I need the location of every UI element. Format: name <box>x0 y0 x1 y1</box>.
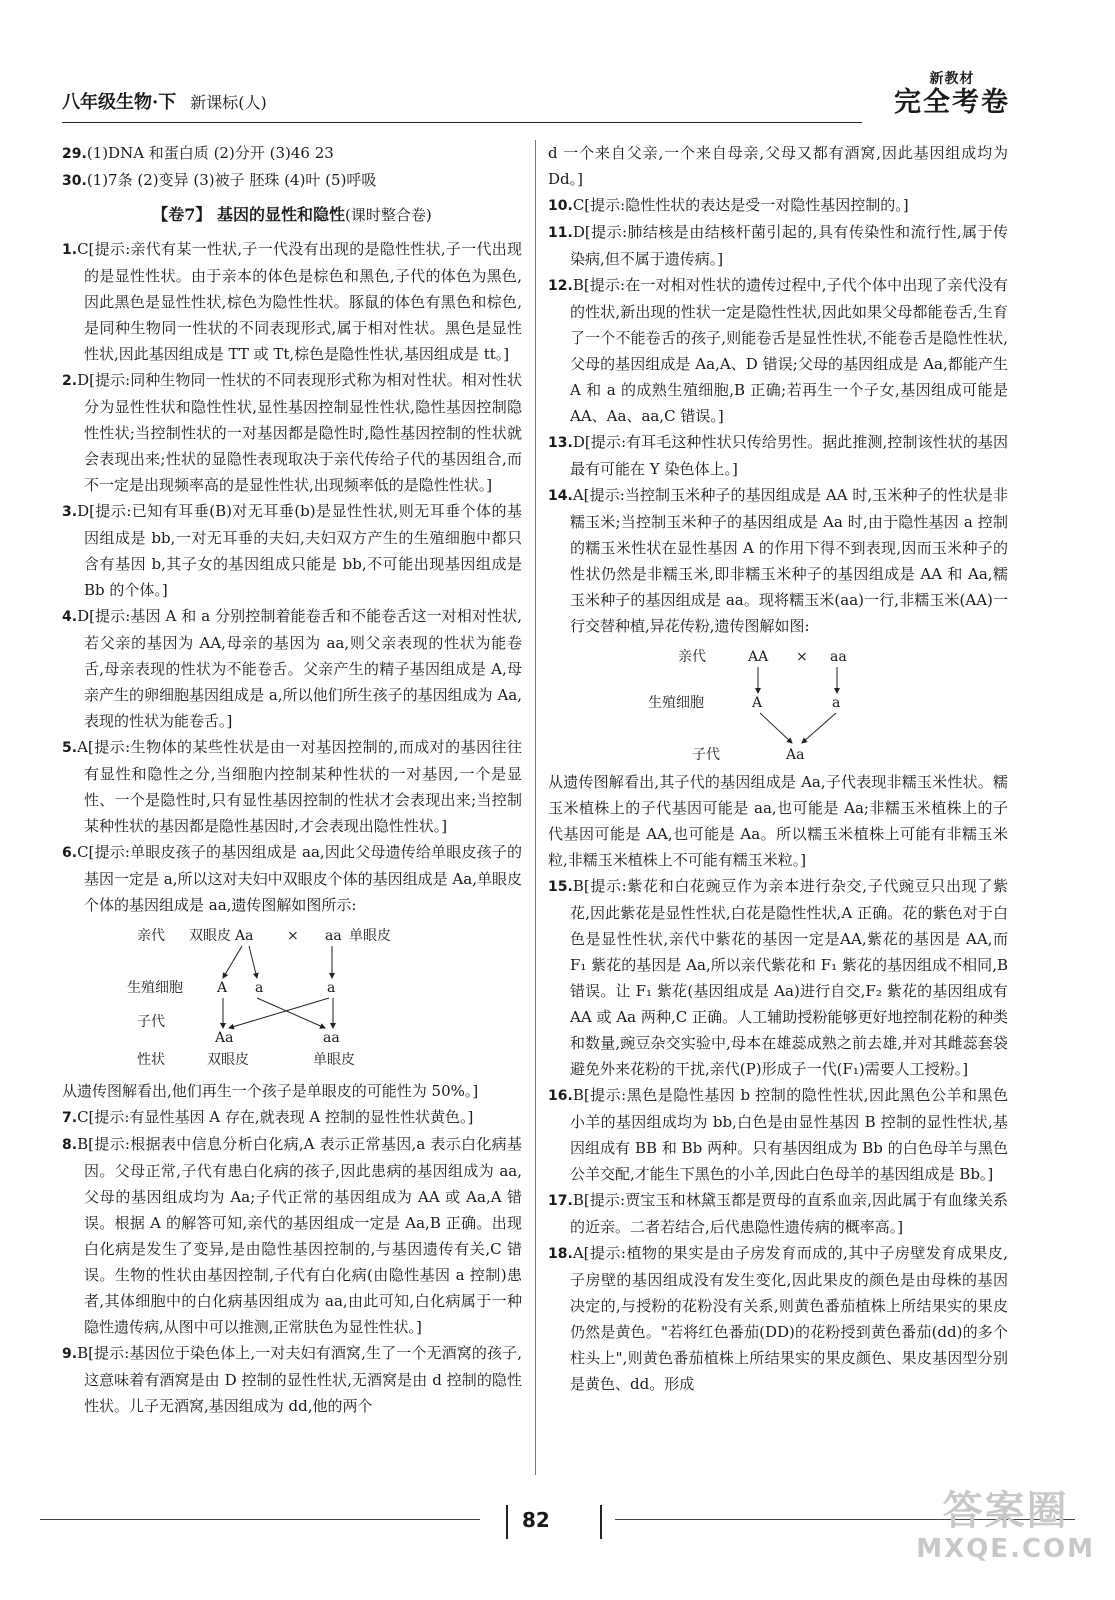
d1-trait-1: 双眼皮 <box>207 1052 249 1068</box>
answer-13: 13.D[提示:有耳毛这种性状只传给男性。据此推测,控制该性状的基因最有可能在 Y 染色体上。] <box>548 433 1008 478</box>
book-title: 八年级生物·下 <box>62 92 177 113</box>
answer-14: 14.A[提示:当控制玉米种子的基因组成是 AA 时,玉米种子的性状是非糯玉米;当控制玉米种子的基因组成是 Aa 时,由于隐性基因 a 控制的糯玉米性状在显性基因 A 的作用下得不到表现,因而玉米种子的性状仍然是非糯玉米,即非糯玉米种子的基因组成是 AA 和 Aa,糯玉米种子的基因组成是 aa。现将糯玉米(aa)一行,非糯玉米(AA)一行交替种植,异花传粉,遗传图解如图: <box>548 486 1008 635</box>
section-subtitle: (课时整合卷) <box>345 206 432 224</box>
d2-cross-sign: × <box>796 649 808 665</box>
watermark-line-1: 答案圈 <box>942 1488 1069 1534</box>
watermark-line-2: MXQE.COM <box>916 1534 1095 1564</box>
d2-gamete-label: 生殖细胞 <box>648 695 704 711</box>
answer-2: 2.D[提示:同种生物同一性状的不同表现形式称为相对性状。相对性状分为显性性状和隐性性状,显性基因控制显性性状,隐性基因控制隐性性状;当控制性状的一对基因都是隐性时,隐性基因控制的性状就会表现出来;性状的显隐性表现取决于亲代传给子代的基因组合,而不一定是出现频率高的是显性性状,出现频率低的是隐性性状。] <box>62 371 522 494</box>
answer-6-conclusion: 从遗传图解看出,他们再生一个孩子是单眼皮的可能性为 50%。] <box>62 1082 479 1100</box>
answer-3: 3.D[提示:已知有耳垂(B)对无耳垂(b)是显性性状,则无耳垂个体的基因组成是 bb,一对无耳垂的夫妇,夫妇双方产生的生殖细胞中都只含有基因 b,其子女的基因组成只能是 bb,不可能出现基因组成是 Bb 的个体。] <box>62 502 522 599</box>
header-title <box>62 88 267 114</box>
d1-arrow-p1-g2 <box>249 946 257 978</box>
d2-offspring-label: 子代 <box>692 747 720 763</box>
answer-18: 18.A[提示:植物的果实是由子房发育而成的,其中子房壁发育成果皮,子房壁的基因组成没有发生变化,因此果皮的颜色是由母株的基因决定的,与授粉的花粉没有关系,则黄色番茄植株上所结果实的果皮仍然是黄色。"若将红色番茄(DD)的花粉授到黄色番茄(dd)的多个柱头上",则黄色番茄植株上所结果实的果皮颜色、果皮基因型分别是黄色、dd。形成 <box>548 1244 1008 1393</box>
page-header <box>62 70 1022 130</box>
section-tag: 【卷7】 <box>152 205 212 224</box>
answer-16: 16.B[提示:黑色是隐性基因 b 控制的隐性性状,因此黑色公羊和黑色小羊的基因组成均为 bb,白色是由显性基因 B 控制的显性性状,基因组成有 BB 和 Bb 两种。只有基因组成为 Bb 的白色母羊与黑色公羊交配,才能生下黑色的小羊,因此白色母羊的基因组成是 Bb。] <box>548 1086 1008 1183</box>
d2-arrow-g1-o1 <box>760 713 792 743</box>
answer-9-continued: d 一个来自父亲,一个来自母亲,父母又都有酒窝,因此基因组成均为 Dd。] <box>548 144 1008 188</box>
section-title-text: 基因的显性和隐性 <box>216 205 345 224</box>
footer-bar-right <box>600 1505 602 1539</box>
d1-arrow-p1-g1 <box>223 946 242 978</box>
answer-11: 11.D[提示:肺结核是由结核杆菌引起的,具有传染性和流行性,属于传染病,但不属于遗传病。] <box>548 223 1008 268</box>
d2-arrow-g2-o1 <box>802 713 836 743</box>
answer-10: 10.C[提示:隐性性状的表达是受一对隐性基因控制的。] <box>548 196 909 214</box>
inheritance-diagram-eyelid <box>127 924 457 1074</box>
d2-offspring-1: Aa <box>786 747 805 763</box>
d1-offspring-label: 子代 <box>137 1014 165 1030</box>
column-divider <box>535 140 536 1475</box>
left-column <box>62 140 522 1419</box>
section-heading <box>62 202 522 228</box>
d2-parent2-genotype: aa <box>830 649 847 665</box>
d1-trait-2: 单眼皮 <box>313 1052 355 1068</box>
inheritance-diagram-corn <box>648 645 908 765</box>
d1-parent1-genotype: Aa <box>235 928 254 944</box>
answer-5: 5.A[提示:生物体的某些性状是由一对基因控制的,而成对的基因往往有显性和隐性之分,当细胞内控制某种性状的一对基因,一个是显性、一个是隐性时,只有显性基因控制的性状才会表现出来;当控制某种性状的基因都是隐性基因时,才会表现出隐性性状。] <box>62 738 522 835</box>
answer-17: 17.B[提示:贾宝玉和林黛玉都是贾母的直系血亲,因此属于有血缘关系的近亲。二者若结合,后代患隐性遗传病的概率高。] <box>548 1191 1008 1236</box>
d1-trait-label: 性状 <box>137 1052 165 1068</box>
answer-9: 9.B[提示:基因位于染色体上,一对夫妇有酒窝,生了一个无酒窝的孩子,这意味着有酒窝是由 D 控制的显性性状,无酒窝是由 d 控制的隐性性状。儿子无酒窝,基因组成为 dd,他的两个 <box>62 1344 522 1415</box>
series-logo <box>882 68 1022 118</box>
d2-parent1-genotype: AA <box>748 649 769 665</box>
edition-label: 新课标(人) <box>190 93 267 112</box>
answer-8: 8.B[提示:根据表中信息分析白化病,A 表示正常基因,a 表示白化病基因。父母正常,子代有患白化病的孩子,因此患病的基因组成为 aa,父母的基因组成均为 Aa;子代正常的基因组成为 AA 或 Aa,A 错误。根据 A 的解答可知,亲代的基因组成一定是 Aa,B 正确。出现白化病是发生了变异,是由隐性基因控制的,与基因遗传有关,C 错误。生物的性状由基因控制,子代有白化病(由隐性基因 a 控制)患者,其体细胞中的白化病基因组成为 aa,由此可知,白化病属于一种隐性遗传病,从图中可以推测,正常肤色为显性性状。] <box>62 1135 522 1336</box>
d1-parent2-genotype: aa <box>325 928 342 944</box>
logo-main-text: 完全考卷 <box>894 87 1010 118</box>
d1-parent-label: 亲代 <box>137 928 165 944</box>
header-rule <box>62 122 862 123</box>
d2-gamete-2: a <box>832 695 841 711</box>
answer-4: 4.D[提示:基因 A 和 a 分别控制着能卷舌和不能卷舌这一对相对性状,若父亲的基因为 AA,母亲的基因为 aa,则父亲表现的性状为能卷舌,母亲表现的性状为不能卷舌。父亲产生的精子基因组成是 A,母亲产生的卵细胞基因组成是 a,所以他们所生孩子的基因组成为 Aa,表现的性状为能卷舌。] <box>62 607 522 730</box>
d2-gamete-1: A <box>752 695 763 711</box>
answer-6: 6.C[提示:单眼皮孩子的基因组成是 aa,因此父母遗传给单眼皮孩子的基因一定是 a,所以这对夫妇中双眼皮个体的基因组成是 Aa,单眼皮个体的基因组成是 aa,遗传图解如图所示: <box>62 843 522 914</box>
right-column <box>548 140 1008 1397</box>
d1-gamete-3: a <box>327 980 336 996</box>
footer-bar-left <box>506 1505 508 1539</box>
logo-top-text: 新教材 <box>929 71 975 87</box>
answer-14-conclusion: 从遗传图解看出,其子代的基因组成是 Aa,子代表现非糯玉米性状。糯玉米植株上的子代基因可能是 aa,也可能是 Aa;非糯玉米植株上的子代基因可能是 AA,也可能是 Aa。所以糯玉米植株上可能有非糯玉米粒,非糯玉米植株上不可能有糯玉米粒。] <box>548 773 1008 869</box>
answer-30: 30.(1)7条 (2)变异 (3)被子 胚珠 (4)叶 (5)呼吸 <box>62 171 377 189</box>
site-watermark <box>916 1488 1095 1564</box>
answer-29: 29.(1)DNA 和蛋白质 (2)分开 (3)46 23 <box>62 144 334 162</box>
d1-parent2-trait: 单眼皮 <box>349 928 391 944</box>
d1-parent1-trait: 双眼皮 <box>189 928 231 944</box>
d1-gamete-label: 生殖细胞 <box>127 980 183 996</box>
d1-gamete-1: A <box>217 980 228 996</box>
d1-offspring-1: Aa <box>215 1030 234 1046</box>
answer-1: 1.C[提示:亲代有某一性状,子一代没有出现的是隐性性状,子一代出现的是显性性状。由于亲本的体色是棕色和黑色,子代的体色为黑色,因此黑色是显性性状,棕色为隐性性状。豚鼠的体色有黑色和棕色,是同种生物同一性状的不同表现形式,属于相对性状。黑色是显性性状,因此基因组成是 TT 或 Tt,棕色是隐性性状,基因组成是 tt。] <box>62 240 522 363</box>
d1-gamete-2: a <box>255 980 264 996</box>
d1-cross-sign: × <box>287 928 299 944</box>
answer-12: 12.B[提示:在一对相对性状的遗传过程中,子代个体中出现了亲代没有的性状,新出现的性状一定是隐性性状,因此如果父母都能卷舌,生育了一个不能卷舌的孩子,则能卷舌是显性性状,不能卷舌是隐性性状,父母的基因组成是 Aa,A、D 错误;父母的基因组成是 Aa,都能产生 A 和 a 的成熟生殖细胞,B 正确;若再生一个子女,基因组成可能是 AA、Aa、aa,C 错误。] <box>548 276 1008 425</box>
answer-15: 15.B[提示:紫花和白花豌豆作为亲本进行杂交,子代豌豆只出现了紫花,因此紫花是显性性状,白花是隐性性状,A 正确。花的紫色对于白色是显性性状,亲代中紫花的基因一定是AA,紫花的基因是 AA,而 F₁ 紫花的基因是 Aa,所以亲代紫花和 F₁ 紫花的基因组成不相同,B 错误。让 F₁ 紫花(基因组成是 Aa)进行自交,F₂ 紫花的基因组成有 AA 或 Aa 两种,C 正确。人工辅助授粉能够更好地控制花粉的种类和数量,豌豆杂交实验中,母本在雄蕊成熟之前去雄,并对其雌蕊套袋避免外来花粉的干扰,亲代(P)形成子一代(F₁)需要人工授粉。] <box>548 877 1008 1078</box>
d1-offspring-2: aa <box>323 1030 340 1046</box>
answer-7: 7.C[提示:有显性基因 A 存在,就表现 A 控制的显性性状黄色。] <box>62 1108 474 1126</box>
d2-parent-label: 亲代 <box>678 649 706 665</box>
page-number: 82 <box>522 1508 550 1532</box>
footer-rule-left <box>40 1519 480 1520</box>
